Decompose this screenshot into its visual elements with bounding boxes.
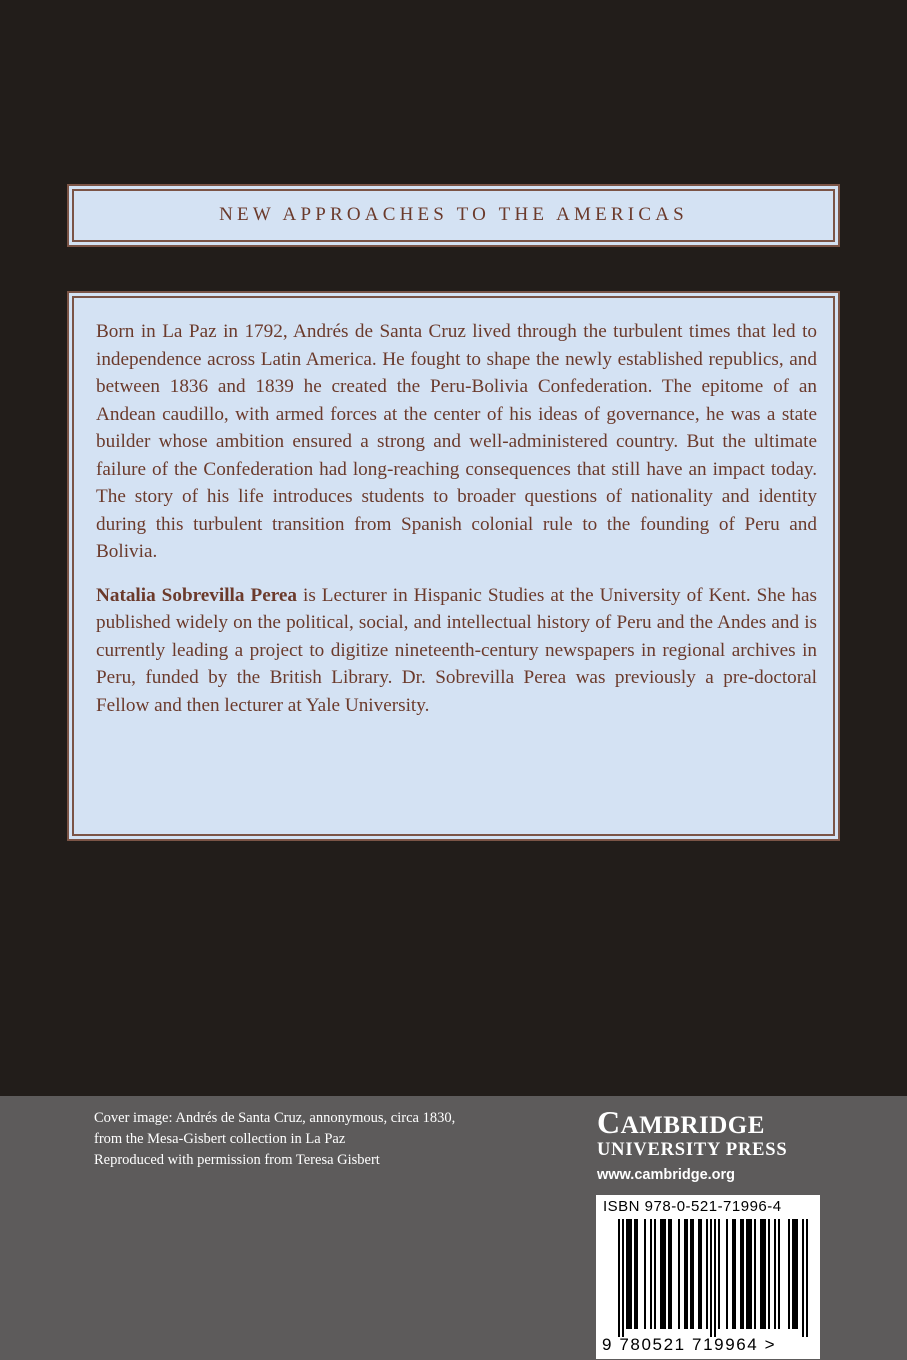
book-description: Born in La Paz in 1792, Andrés de Santa Cruz lived through the turbulent times that led to independence across Latin America. He fought to shape the newly established republics, and between 1836 and 1839 he created the Peru-Bolivia Confederation. The epitome of an Andean caudillo, with armed forces at the center of his ideas of governance, he was a state builder whose ambition ensured a strong and well-administered country. But the ultimate failure of the Confederation had long-reaching consequences that still have an impact today. The story of his life introduces students to broader questions of nationality and identity during this turbulent transition from Spanish colonial rule to the founding of Peru and Bolivia. xyxy=(96,321,817,562)
barcode-bar xyxy=(628,1219,630,1329)
barcode-bar xyxy=(622,1219,624,1337)
footer xyxy=(0,1096,907,1360)
barcode-bar xyxy=(692,1219,694,1329)
barcode-bar xyxy=(636,1219,638,1329)
barcode-bar xyxy=(690,1219,692,1329)
barcode-bar xyxy=(732,1219,734,1329)
publisher-logo xyxy=(597,1104,765,1144)
barcode-bar xyxy=(660,1219,662,1329)
author-name: Natalia Sobrevilla Perea xyxy=(96,584,297,606)
barcode-bar xyxy=(760,1219,762,1329)
barcode-bar xyxy=(626,1219,628,1329)
barcode-bar xyxy=(678,1219,680,1329)
publisher-url: www.cambridge.org xyxy=(597,1167,736,1183)
barcode-bar xyxy=(754,1219,756,1329)
barcode-bar xyxy=(650,1219,652,1329)
barcode-bar xyxy=(796,1219,798,1329)
publisher-press: UNIVERSITY PRESS xyxy=(597,1140,788,1160)
blurb-text xyxy=(96,318,817,719)
barcode-bar xyxy=(644,1219,646,1329)
publisher-name-rest: AMBRIDGE xyxy=(620,1112,765,1139)
barcode xyxy=(596,1195,820,1359)
barcode-bar xyxy=(630,1219,632,1329)
ean-digits: 9 780521 719964 > xyxy=(602,1335,777,1354)
barcode-bar xyxy=(806,1219,808,1337)
author-paragraph xyxy=(96,582,817,720)
barcode-bar xyxy=(664,1219,666,1329)
barcode-bar xyxy=(654,1219,656,1329)
barcode-bar xyxy=(700,1219,702,1329)
barcode-bar xyxy=(726,1219,728,1329)
isbn-label: ISBN 978-0-521-71996-4 xyxy=(603,1198,782,1215)
credit-line: from the Mesa-Gisbert collection in La Paz xyxy=(94,1131,346,1147)
barcode-bar xyxy=(670,1219,672,1329)
credit-line: Reproduced with permission from Teresa Gisbert xyxy=(94,1152,380,1168)
series-title: NEW APPROACHES TO THE AMERICAS xyxy=(219,204,688,225)
barcode-bar xyxy=(710,1219,712,1337)
barcode-bar xyxy=(774,1219,776,1329)
cover-credits xyxy=(94,1108,455,1171)
barcode-bar xyxy=(668,1219,670,1329)
barcode-bar xyxy=(734,1219,736,1329)
series-banner xyxy=(74,191,833,240)
barcode-bar xyxy=(794,1219,796,1329)
barcode-bar xyxy=(748,1219,750,1329)
barcode-bar xyxy=(778,1219,780,1329)
barcode-bar xyxy=(768,1219,770,1329)
barcode-bar xyxy=(718,1219,720,1329)
barcode-bar xyxy=(698,1219,700,1329)
barcode-bar xyxy=(788,1219,790,1329)
publisher-initial: C xyxy=(597,1104,621,1140)
barcode-bar xyxy=(750,1219,752,1329)
barcode-bar xyxy=(684,1219,686,1329)
credit-line: Cover image: Andrés de Santa Cruz, annonymous, circa 1830, xyxy=(94,1110,456,1126)
barcode-bar xyxy=(762,1219,764,1329)
blurb-panel xyxy=(74,298,833,834)
barcode-bar xyxy=(634,1219,636,1329)
author-bio: is Lecturer in Hispanic Studies at the University of Kent. She has published widely on the political, social, and intellectual history of Peru and the Andes and is currently leading a project to digitize nineteenth-century newspapers in regional archives in Peru, funded by the British Library. Dr. Sobrevilla Perea was previously a pre-doctoral Fellow and then lecturer at Yale University. xyxy=(96,584,817,716)
barcode-bar xyxy=(764,1219,766,1329)
barcode-bar xyxy=(686,1219,688,1329)
barcode-bar xyxy=(714,1219,716,1337)
barcode-bar xyxy=(618,1219,620,1337)
barcode-bar xyxy=(662,1219,664,1329)
barcode-bar xyxy=(792,1219,794,1329)
barcode-bar xyxy=(706,1219,708,1329)
barcode-bar xyxy=(740,1219,742,1329)
barcode-bar xyxy=(742,1219,744,1329)
barcode-bar xyxy=(746,1219,748,1329)
barcode-bar xyxy=(802,1219,804,1337)
barcode-bars xyxy=(604,1219,812,1337)
